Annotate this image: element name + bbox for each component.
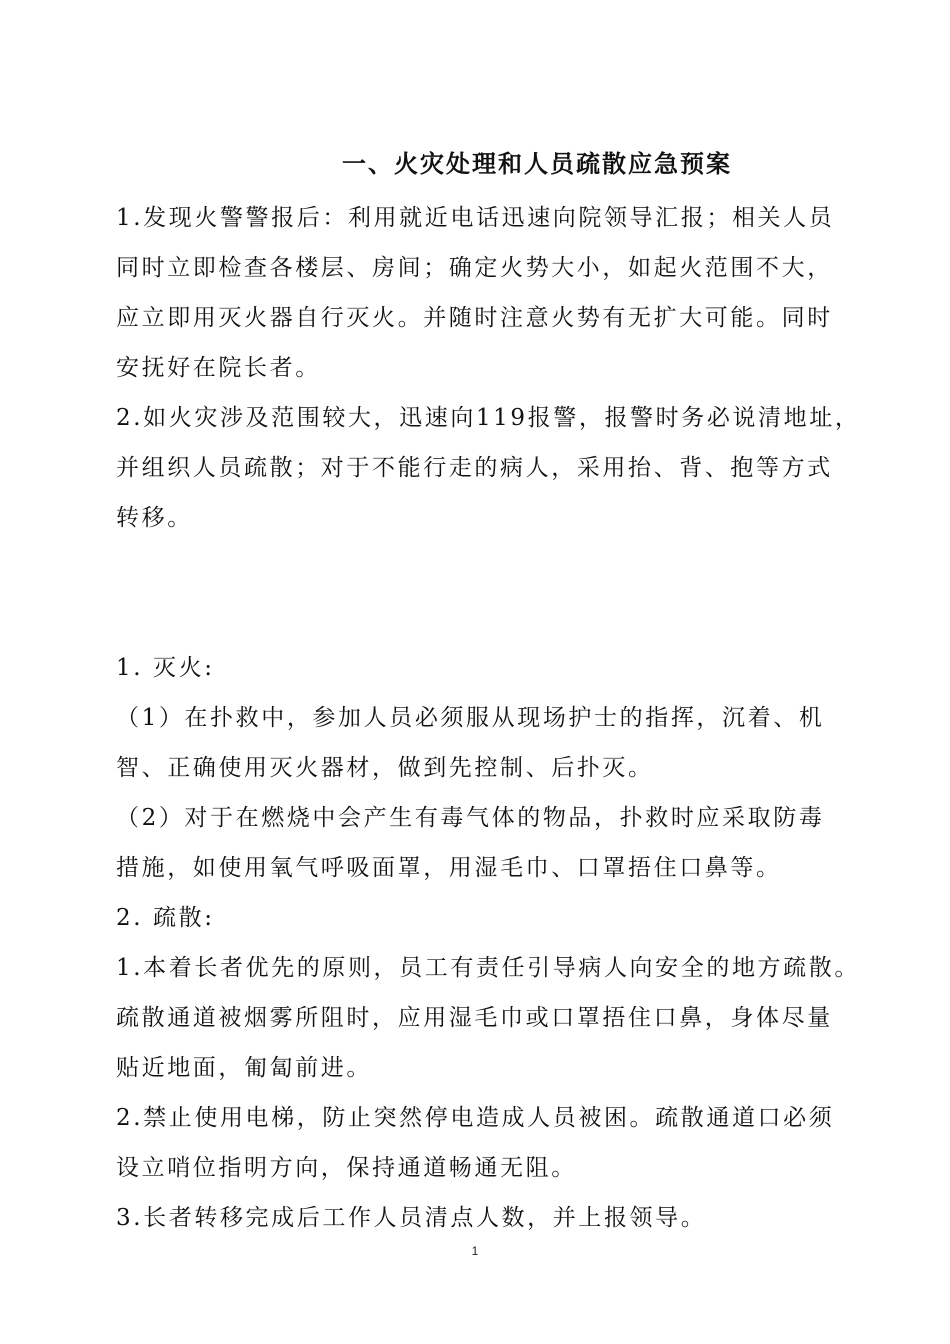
- section-heading-firefighting: 1. 灭火:: [116, 655, 215, 681]
- text-line: 1.发现火警警报后：利用就近电话迅速向院领导汇报；相关人员: [116, 205, 835, 231]
- text-line: （1）在扑救中，参加人员必须服从现场护士的指挥，沉着、机: [116, 705, 825, 731]
- text-line: 3.长者转移完成后工作人员清点人数，并上报领导。: [116, 1205, 707, 1231]
- text-line: 并组织人员疏散；对于不能行走的病人，采用抬、背、抱等方式: [116, 455, 833, 481]
- page-number: 1: [471, 1244, 479, 1258]
- document-body: [116, 193, 861, 1243]
- text-line: 1.本着长者优先的原则，员工有责任引导病人向安全的地方疏散。: [116, 955, 860, 981]
- paragraph-gap: [116, 543, 856, 643]
- text-line: 应立即用灭火器自行灭火。并随时注意火势有无扩大可能。同时: [116, 305, 833, 331]
- section-heading-evacuation: 2. 疏散:: [116, 905, 215, 931]
- section-procedures: [116, 643, 860, 1243]
- text-line: 疏散通道被烟雾所阻时，应用湿毛巾或口罩捂住口鼻，身体尽量: [116, 1005, 833, 1031]
- text-line: （2）对于在燃烧中会产生有毒气体的物品，扑救时应采取防毒: [116, 805, 825, 831]
- text-line: 2.禁止使用电梯，防止突然停电造成人员被困。疏散通道口必须: [116, 1105, 835, 1131]
- text-line: 设立哨位指明方向，保持通道畅通无阻。: [116, 1155, 577, 1181]
- text-line: 智、正确使用灭火器材，做到先控制、后扑灭。: [116, 755, 654, 781]
- text-line: 措施，如使用氧气呼吸面罩，用湿毛巾、口罩捂住口鼻等。: [116, 855, 782, 881]
- text-line: 2.如火灾涉及范围较大，迅速向119报警，报警时务必说清地址，: [116, 405, 861, 431]
- text-line: 安抚好在院长者。: [116, 355, 321, 381]
- text-line: 转移。: [116, 505, 193, 531]
- document-title: 一、火灾处理和人员疏散应急预案: [342, 149, 732, 178]
- text-line: 同时立即检查各楼层、房间；确定火势大小，如起火范围不大，: [116, 255, 833, 281]
- text-line: 贴近地面，匍匐前进。: [116, 1055, 372, 1081]
- section-overview: [116, 193, 861, 543]
